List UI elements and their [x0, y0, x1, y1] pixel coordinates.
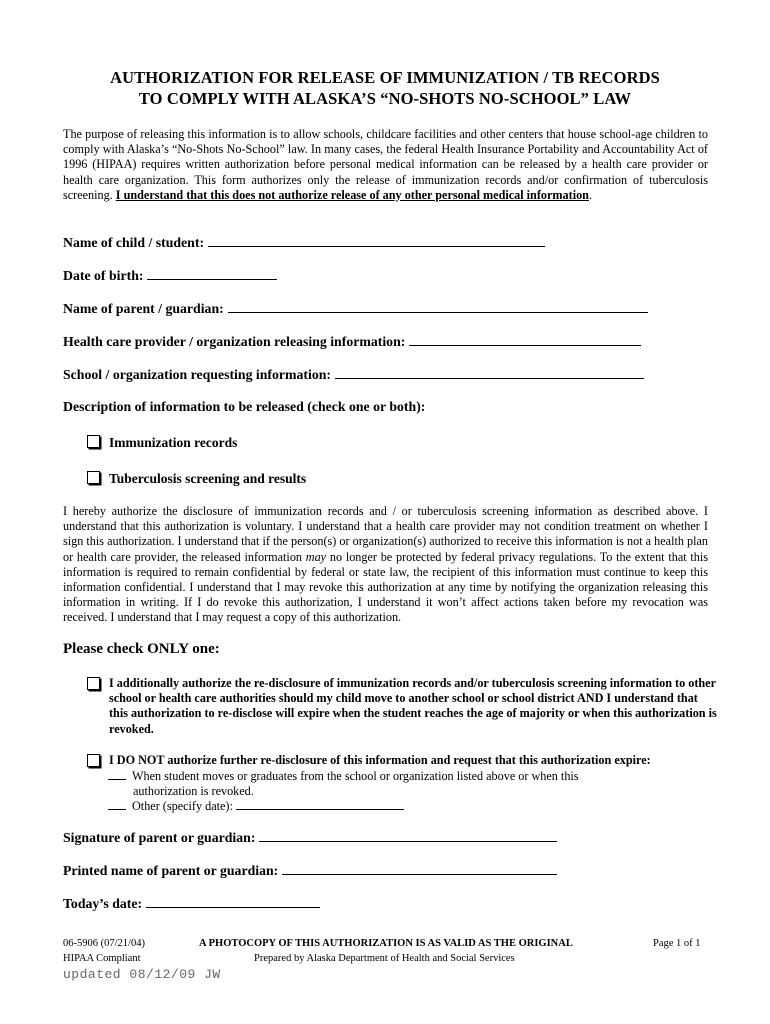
expire-option-other — [108, 799, 404, 814]
photocopy-notice: A PHOTOCOPY OF THIS AUTHORIZATION IS AS VALID AS THE ORIGINAL — [199, 938, 573, 949]
form-title-line-2: TO COMPLY WITH ALASKA’S “NO-SHOTS NO-SCHOOL” LAW — [138, 89, 632, 108]
dob-label: Date of birth: — [63, 268, 144, 283]
printed-name-line[interactable] — [282, 862, 557, 875]
purpose-underlined-statement: I understand that this does not authorize release of any other personal medical information — [115, 187, 589, 202]
todays-date-label: Today’s date: — [63, 896, 143, 911]
description-label: Description of information to be released (check one or both): — [63, 399, 426, 414]
purpose-text: The purpose of releasing this information is to allow schools, childcare facilities and other centers that house school-age children to comply with Alaska’s “No-Shots No-School” law. In many cases, the federal Health Insurance Portability and Accountability Act of 1996 (HIPAA) requires written authorization before personal medical information can be released by a health care provider or health care organization. This form authorizes only the release of immunization records and/or confirmation of tuberculosis screening. — [63, 127, 708, 202]
todays-date-line[interactable] — [146, 895, 320, 908]
expire-moves-continuation: authorization is revoked. — [133, 784, 254, 798]
child-name-label: Name of child / student: — [63, 235, 205, 250]
page-number: Page 1 of 1 — [653, 938, 701, 949]
parent-name-field — [63, 300, 648, 317]
expire-option-moves — [108, 769, 579, 784]
form-number: 06-5906 (07/21/04) — [63, 938, 145, 949]
purpose-period: . — [588, 187, 593, 202]
printed-name-label: Printed name of parent or guardian: — [63, 863, 279, 878]
parent-name-line[interactable] — [228, 300, 648, 313]
immunization-checkbox[interactable] — [87, 435, 100, 448]
expire-moves-blank[interactable] — [108, 769, 126, 780]
signature-field — [63, 829, 557, 846]
child-name-line[interactable] — [208, 234, 545, 247]
signature-label: Signature of parent or guardian: — [63, 830, 256, 845]
hipaa-compliant: HIPAA Compliant — [63, 953, 141, 964]
todays-date-field — [63, 895, 320, 912]
child-name-field — [63, 234, 545, 251]
school-line[interactable] — [335, 366, 644, 379]
printed-name-field — [63, 862, 557, 879]
authorization-may: may — [305, 549, 327, 564]
redisclosure-authorize-text: I additionally authorize the re-disclosure of immunization records and/or tuberculosis screening information to other school or health care authorities should my child move to another school or school district AND I understand that this authorization to re-disclose will expire when the student reaches the age of majority or when this authorization is revoked. — [109, 676, 717, 736]
other-date-line[interactable] — [236, 799, 404, 810]
immunization-label: Immunization records — [109, 435, 238, 450]
please-check-heading: Please check ONLY one: — [63, 641, 220, 657]
tb-label: Tuberculosis screening and results — [109, 471, 307, 486]
signature-line[interactable] — [259, 829, 557, 842]
dob-field — [63, 267, 277, 284]
redisclosure-authorize-checkbox[interactable] — [87, 677, 100, 690]
redisclosure-deny-text: I DO NOT authorize further re-disclosure of this information and request that this authorization expire: — [109, 753, 651, 767]
prepared-by: Prepared by Alaska Department of Health and Social Services — [254, 953, 515, 964]
authorization-text-2: no longer be protected by federal privacy regulations. To the extent that this information is required to remain confidential by federal or state law, the recipient of this information must continue to keep this information confidential. I understand that I may revoke this authorization at any time by notifying the organization releasing this information in writing. If I do revoke this authorization, I understand it won’t affect actions taken before my revocation was received. I understand that I may request a copy of this authorization. — [63, 549, 708, 625]
tb-checkbox[interactable] — [87, 471, 100, 484]
authorization-text-1: I hereby authorize the disclosure of immunization records and / or tuberculosis screening information as described above. I understand that this authorization is voluntary. I understand that a health care provider may not condition treatment on whether I sign this authorization. I understand that if the person(s) or organization(s) authorized to receive this information is not a health plan or health care provider, the released information — [63, 504, 708, 564]
updated-stamp: updated 08/12/09 JW — [63, 967, 221, 982]
dob-line[interactable] — [147, 267, 277, 280]
purpose-paragraph — [63, 127, 708, 203]
provider-label: Health care provider / organization releasing information: — [63, 334, 406, 349]
immunization-option[interactable] — [87, 434, 237, 451]
expire-moves-text: When student moves or graduates from the school or organization listed above or when this — [132, 769, 579, 783]
form-title-line-1: AUTHORIZATION FOR RELEASE OF IMMUNIZATION / TB RECORDS — [110, 68, 660, 87]
expire-other-label: Other (specify date): — [132, 799, 233, 813]
school-label: School / organization requesting information: — [63, 367, 332, 382]
school-field — [63, 366, 644, 383]
tb-option[interactable] — [87, 470, 306, 487]
parent-name-label: Name of parent / guardian: — [63, 301, 224, 316]
redisclosure-deny-checkbox[interactable] — [87, 754, 100, 767]
provider-line[interactable] — [409, 333, 641, 346]
provider-field — [63, 333, 641, 350]
authorization-paragraph — [63, 504, 708, 626]
expire-other-blank[interactable] — [108, 799, 126, 810]
